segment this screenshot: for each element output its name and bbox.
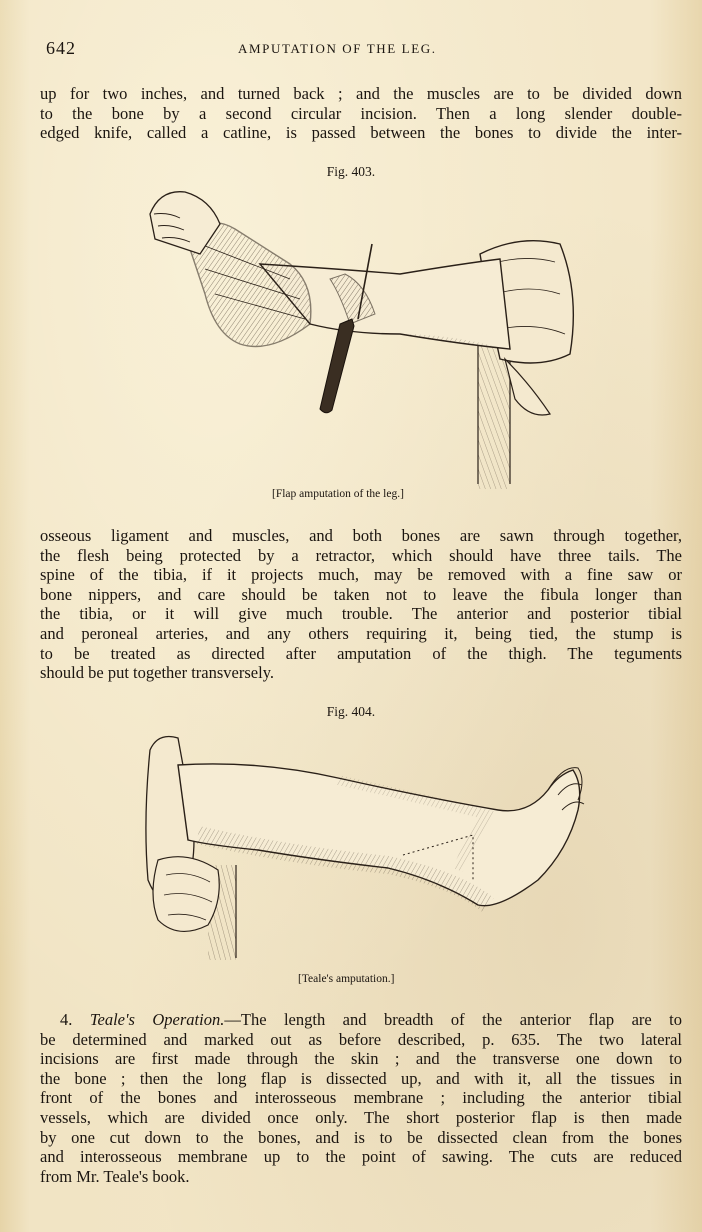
- text-line: to the bone by a second circular incision. Then a long slender double-: [40, 103, 682, 123]
- running-title: AMPUTATION OF THE LEG.: [238, 41, 437, 56]
- text-line: osseous ligament and muscles, and both bones are sawn through together,: [40, 526, 682, 545]
- text-line: from Mr. Teale's book.: [40, 1166, 190, 1186]
- text-line: incisions are first made through the skin ; and the transverse one down to: [40, 1049, 682, 1069]
- text-line: spine of the tibia, if it projects much, may be removed with a fine saw or: [40, 565, 682, 585]
- text-line: to be treated as directed after amputation of the thigh. The teguments: [40, 643, 682, 663]
- figure-403-caption: [Flap amputation of the leg.]: [272, 488, 404, 500]
- section-heading: Teale's Operation.: [89, 1010, 225, 1029]
- figure-403-title: Fig. 403.: [326, 164, 376, 179]
- figure-404-illustration: [138, 730, 588, 962]
- section-heading-rest: —The length and breadth of the anterior flap are to: [224, 1010, 683, 1029]
- text-line: vessels, which are divided once only. The short posterior flap is then made: [40, 1107, 682, 1127]
- text-line: front of the bones and interosseous membrane ; including the anterior tibial: [40, 1088, 682, 1108]
- paragraph-3: [40, 1010, 682, 1186]
- page-number: 642: [46, 38, 76, 58]
- text-line: be determined and marked out as before described, p. 635. The two lateral: [40, 1029, 682, 1049]
- paragraph-2: [40, 526, 682, 683]
- text-line: and peroneal arteries, and any others requiring it, being tied, the stump is: [40, 623, 682, 643]
- text-line: bone nippers, and care should be taken not to leave the fibula longer than: [40, 584, 682, 604]
- text-line: the flesh being protected by a retractor, which should have three tails. The: [40, 545, 682, 565]
- figure-404-title: Fig. 404.: [326, 704, 376, 719]
- figure-404-caption: [Teale's amputation.]: [298, 973, 395, 985]
- text-line: up for two inches, and turned back ; and the muscles are to be divided down: [40, 84, 682, 103]
- paragraph-1: [40, 84, 682, 143]
- text-line: should be put together transversely.: [40, 663, 274, 683]
- text-line: and interosseous membrane up to the point of sawing. The cuts are reduced: [40, 1147, 682, 1167]
- text-line: the bone ; then the long flap is dissected up, and with it, all the tissues in: [40, 1068, 682, 1088]
- page-header: [46, 38, 686, 60]
- text-line: edged knife, called a catline, is passed between the bones to divide the inter-: [40, 123, 682, 143]
- section-number: 4.: [60, 1010, 73, 1029]
- text-line: by one cut down to the bones, and is to be dissected clean from the bones: [40, 1127, 682, 1147]
- text-line: the tibia, or it will give much trouble. The anterior and posterior tibial: [40, 604, 682, 624]
- figure-403-illustration: [140, 184, 590, 489]
- text-line: [40, 1010, 682, 1030]
